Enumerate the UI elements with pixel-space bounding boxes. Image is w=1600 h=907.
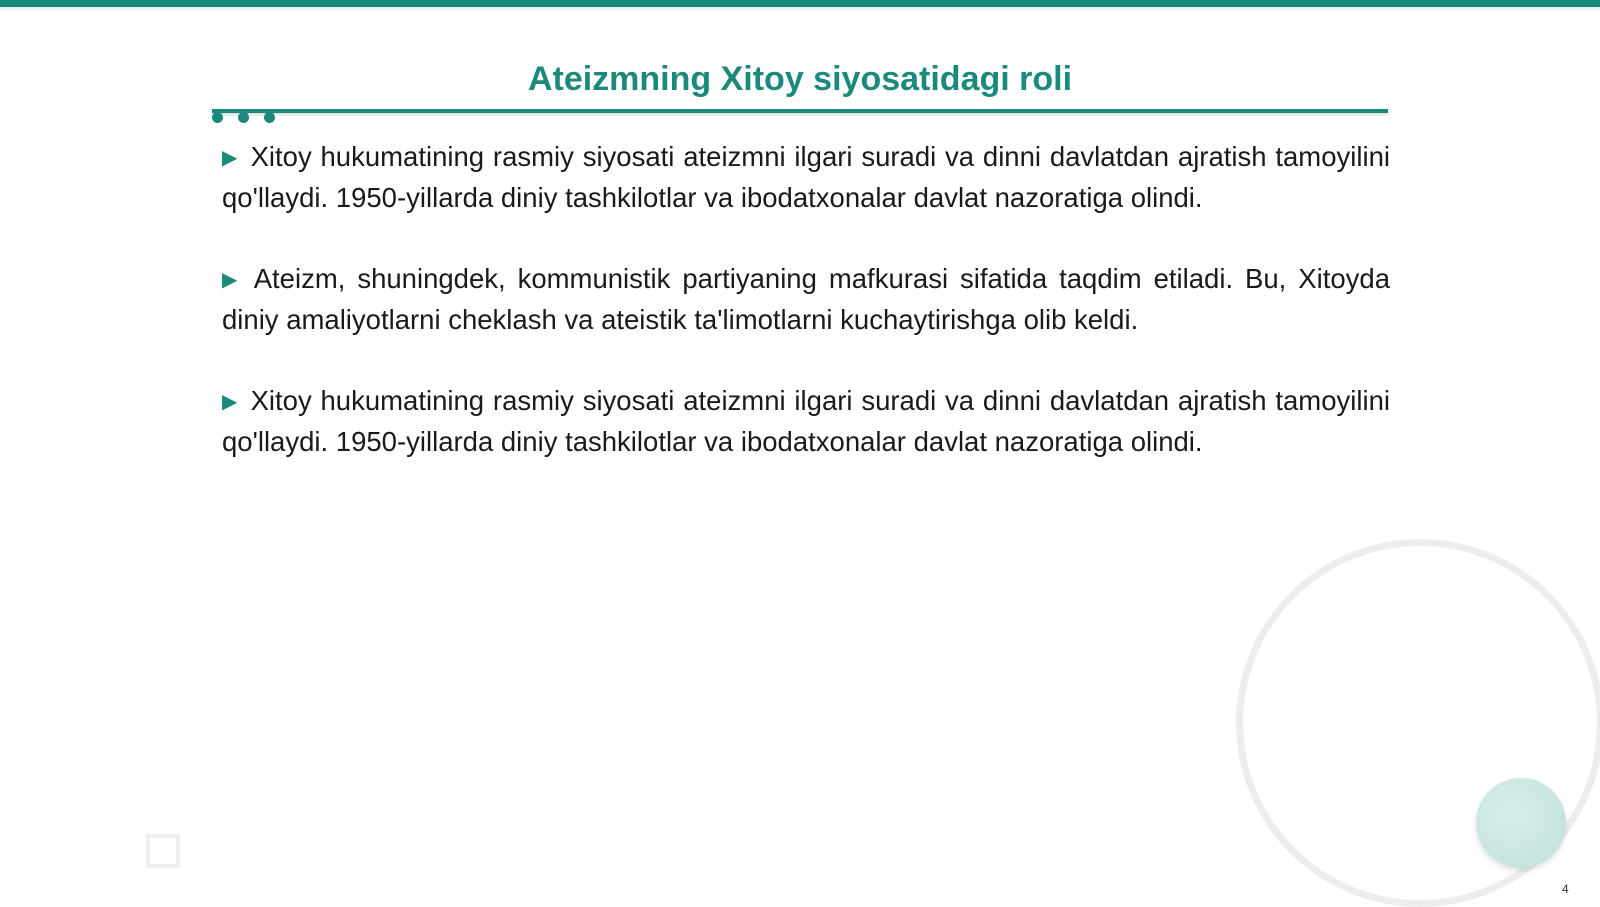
decor-teal-circle (1476, 778, 1566, 868)
bullet-text-3: Xitoy hukumatining rasmiy siyosati ateizmni ilgari suradi va dinni davlatdan ajratish tamoyilini qo'llaydi. 1950-yillarda diniy tashkilotlar va ibodatxonalar davlat nazoratiga olindi. (222, 385, 1390, 457)
slide-title: Ateizmning Xitoy siyosatidagi roli (527, 60, 1073, 98)
bullet-item-2 (222, 259, 1390, 340)
top-accent-shadow (0, 7, 1600, 12)
title-underline (212, 109, 1388, 113)
bullet-item-1 (222, 137, 1390, 218)
bullet-arrow-icon: ▶ (222, 147, 239, 169)
bullet-arrow-icon: ▶ (222, 269, 242, 291)
bullet-text-1: Xitoy hukumatining rasmiy siyosati ateizmni ilgari suradi va dinni davlatdan ajratish tamoyilini qo'llaydi. 1950-yillarda diniy tashkilotlar va ibodatxonalar davlat nazoratiga olindi. (222, 141, 1390, 213)
bullet-text-2: Ateizm, shuningdek, kommunistik partiyaning mafkurasi sifatida taqdim etiladi. Bu, Xitoyda diniy amaliyotlarni cheklash va ateistik ta'limotlarni kuchaytirishga olib keldi. (222, 263, 1390, 335)
bullet-list (222, 137, 1390, 503)
decor-dot-1 (212, 112, 223, 123)
top-accent-bar (0, 0, 1600, 7)
decor-dot-2 (238, 112, 249, 123)
decor-dot-3 (264, 112, 275, 123)
slide-number: 4 (1562, 882, 1569, 896)
decor-square (146, 834, 180, 868)
bullet-arrow-icon: ▶ (222, 391, 239, 413)
bullet-item-3 (222, 381, 1390, 462)
